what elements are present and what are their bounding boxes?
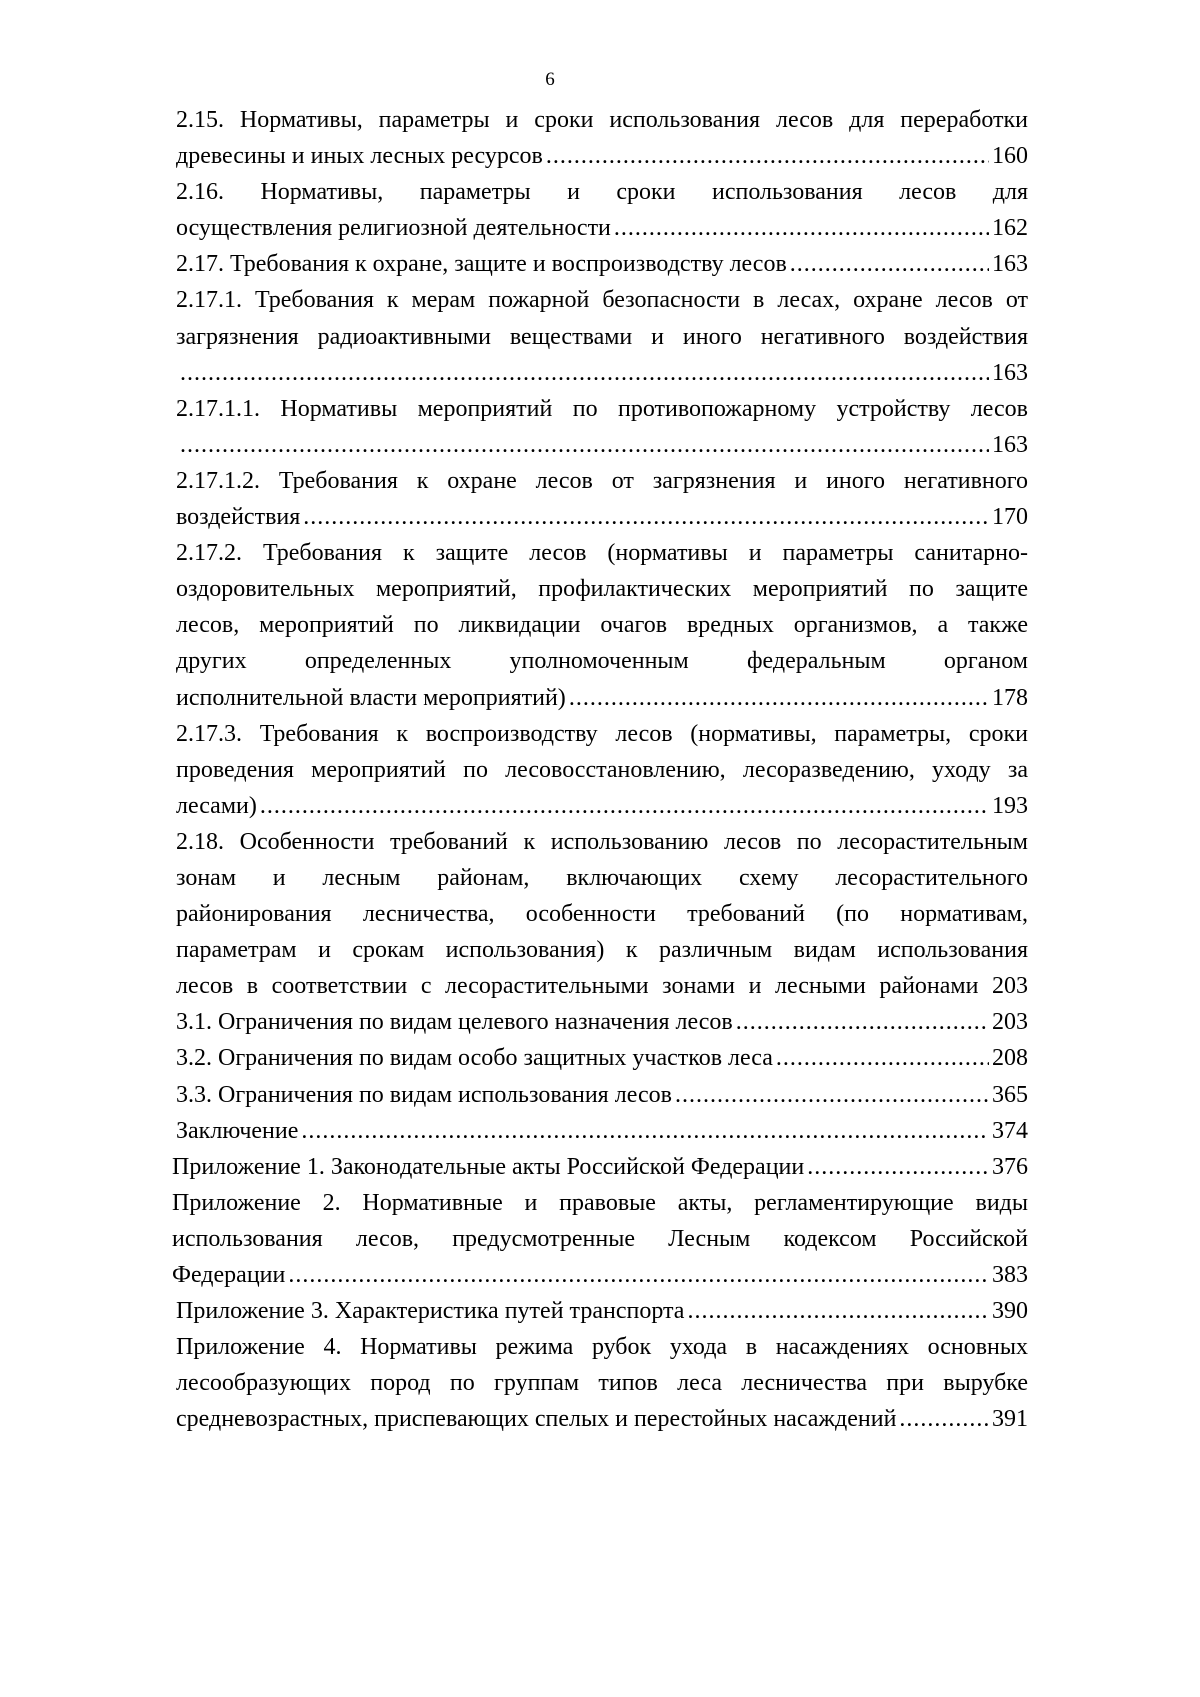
toc-entry [176,174,1028,246]
toc-entry [176,824,1028,1004]
toc-entry-last-line [176,1293,1028,1329]
toc-entry-title: 2.17. Требования к охране, защите и воспроизводству лесов [176,251,787,278]
toc-entry-line: 2.17.3. Требования к воспроизводству лесов (нормативы, параметры, сроки [176,720,1028,747]
toc-entry-title: лесами) [176,792,257,819]
toc-dot-leader [260,788,989,824]
toc-page-number: 163 [992,251,1028,278]
toc-entry [176,282,1028,390]
toc-dot-leader [301,1113,989,1149]
toc-entry-last-line [176,427,1028,463]
toc-entry-line: 2.17.2. Требования к защите лесов (нормативы и параметры санитарно- [176,540,1028,567]
toc-dot-leader [569,680,989,716]
toc-entry-line: Приложение 4. Нормативы режима рубок ухода в насаждениях основных [176,1334,1028,1361]
toc-dot-leader [807,1149,989,1185]
toc-entry-last-line [176,210,1028,246]
toc-entry [176,463,1028,535]
toc-entry-last-line [172,1257,1028,1293]
toc-entry [176,1040,1028,1076]
toc-entry [172,1149,1028,1185]
toc-entry-title: Приложение 1. Законодательные акты Российской Федерации [172,1153,805,1180]
toc-entry [176,1329,1028,1437]
toc-entry [176,1077,1028,1113]
toc-entry-title: 3.3. Ограничения по видам использования лесов [176,1081,672,1108]
toc-entry-line: 2.16. Нормативы, параметры и сроки использования лесов для [176,179,1028,206]
toc-page-number: 163 [992,431,1028,458]
toc-entry-last-line [176,1004,1028,1040]
toc-page-number: 390 [992,1298,1028,1325]
toc-entry-line: 2.15. Нормативы, параметры и сроки использования лесов для переработки [176,107,1028,133]
toc-entry-last-line [176,680,1028,716]
toc-entry-line: проведения мероприятий по лесовосстановлению, лесоразведению, уходу за [176,756,1028,783]
toc-entry [176,1004,1028,1040]
toc-dot-leader [899,1401,989,1437]
toc-entry-line: лесов в соответствии с лесорастительными зонами и лесными районами 203 [176,973,1028,1000]
toc-entry-title: Приложение 3. Характеристика путей транспорта [176,1298,685,1325]
toc-entry-last-line [176,788,1028,824]
toc-dot-leader [790,246,989,282]
toc-entry [172,1185,1028,1293]
toc-entry-title: 3.1. Ограничения по видам целевого назначения лесов [176,1009,733,1036]
toc-entry-last-line [176,355,1028,391]
toc-entry-last-line [176,1040,1028,1076]
toc-entry-line: Приложение 2. Нормативные и правовые акты, регламентирующие виды [172,1189,1028,1216]
toc-page-number: 391 [992,1406,1028,1433]
toc-entry-title: средневозрастных, приспевающих спелых и перестойных насаждений [176,1406,897,1433]
toc-entry-title: Федерации [172,1262,286,1288]
toc-dot-leader [303,499,989,535]
toc-entry-line: 2.17.1. Требования к мерам пожарной безопасности в лесах, охране лесов от [176,287,1028,314]
toc-dot-leader [687,1293,989,1329]
toc-entry-last-line [176,138,1028,174]
toc-page-number: 193 [992,792,1028,819]
toc-entry-last-line [172,1149,1028,1185]
toc-entry-title: древесины и иных лесных ресурсов [176,143,543,170]
toc-dot-leader [546,138,989,174]
toc-page-number: 178 [992,684,1028,711]
toc-entry-title: исполнительной власти мероприятий) [176,684,566,711]
toc-entry [176,716,1028,824]
toc-dot-leader [675,1077,989,1113]
toc-entry-last-line [176,1401,1028,1437]
toc-entry [176,102,1028,174]
toc-dot-leader [614,210,989,246]
toc-entry-line: использования лесов, предусмотренные Лесным кодексом Российской [172,1225,1028,1252]
toc-page-number: 208 [992,1045,1028,1072]
toc-page-number: 160 [992,143,1028,170]
toc-entry-last-line [176,246,1028,282]
toc-entry-title: осуществления религиозной деятельности [176,215,611,242]
toc-entry-line: районирования лесничества, особенности требований (по нормативам, [176,901,1028,928]
toc-entry-line: зонам и лесным районам, включающих схему лесорастительного [176,864,1028,891]
toc-entry [176,246,1028,282]
toc-entry [176,391,1028,463]
toc-entry-title: 3.2. Ограничения по видам особо защитных участков леса [176,1045,773,1072]
toc-entry-line: лесообразующих пород по группам типов леса лесничества при вырубке [176,1370,1028,1397]
toc-entry-line: 2.17.1.2. Требования к охране лесов от загрязнения и иного негативного [176,467,1028,494]
toc-entry-title: воздействия [176,504,301,531]
toc-entry-line: других определенных уполномоченным федеральным органом [176,648,1028,675]
toc-page-number: 163 [992,359,1028,386]
page-number: 6 [545,69,555,90]
toc-page-number: 374 [992,1117,1028,1144]
toc-entry-last-line [176,1113,1028,1149]
toc-page-number: 170 [992,504,1028,531]
toc-dot-leader [180,355,989,391]
toc-dot-leader [776,1040,989,1076]
toc-entry-line: параметрам и срокам использования) к различным видам использования [176,937,1028,964]
toc-entry [176,535,1028,715]
toc-entry-line: лесов, мероприятий по ликвидации очагов вредных организмов, а также [176,612,1028,639]
toc-page-number: 162 [992,215,1028,242]
table-of-contents [172,102,1028,1437]
toc-entry [176,1113,1028,1149]
toc-dot-leader [736,1004,989,1040]
toc-page-number: 383 [992,1262,1028,1288]
toc-entry-title: Заключение [176,1117,299,1144]
toc-dot-leader [180,427,989,463]
toc-entry-last-line [176,499,1028,535]
toc-page-number: 203 [992,1009,1028,1036]
toc-entry-last-line [176,1077,1028,1113]
toc-entry-line: загрязнения радиоактивными веществами и иного негативного воздействия [176,323,1028,350]
toc-entry-line: оздоровительных мероприятий, профилактических мероприятий по защите [176,576,1028,603]
toc-entry-line: 2.18. Особенности требований к использованию лесов по лесорастительным [176,828,1028,855]
toc-page-number: 365 [992,1081,1028,1108]
toc-dot-leader [288,1257,989,1293]
toc-entry-line: 2.17.1.1. Нормативы мероприятий по противопожарному устройству лесов [176,395,1028,422]
toc-entry [176,1293,1028,1329]
toc-page-number: 376 [992,1153,1028,1180]
